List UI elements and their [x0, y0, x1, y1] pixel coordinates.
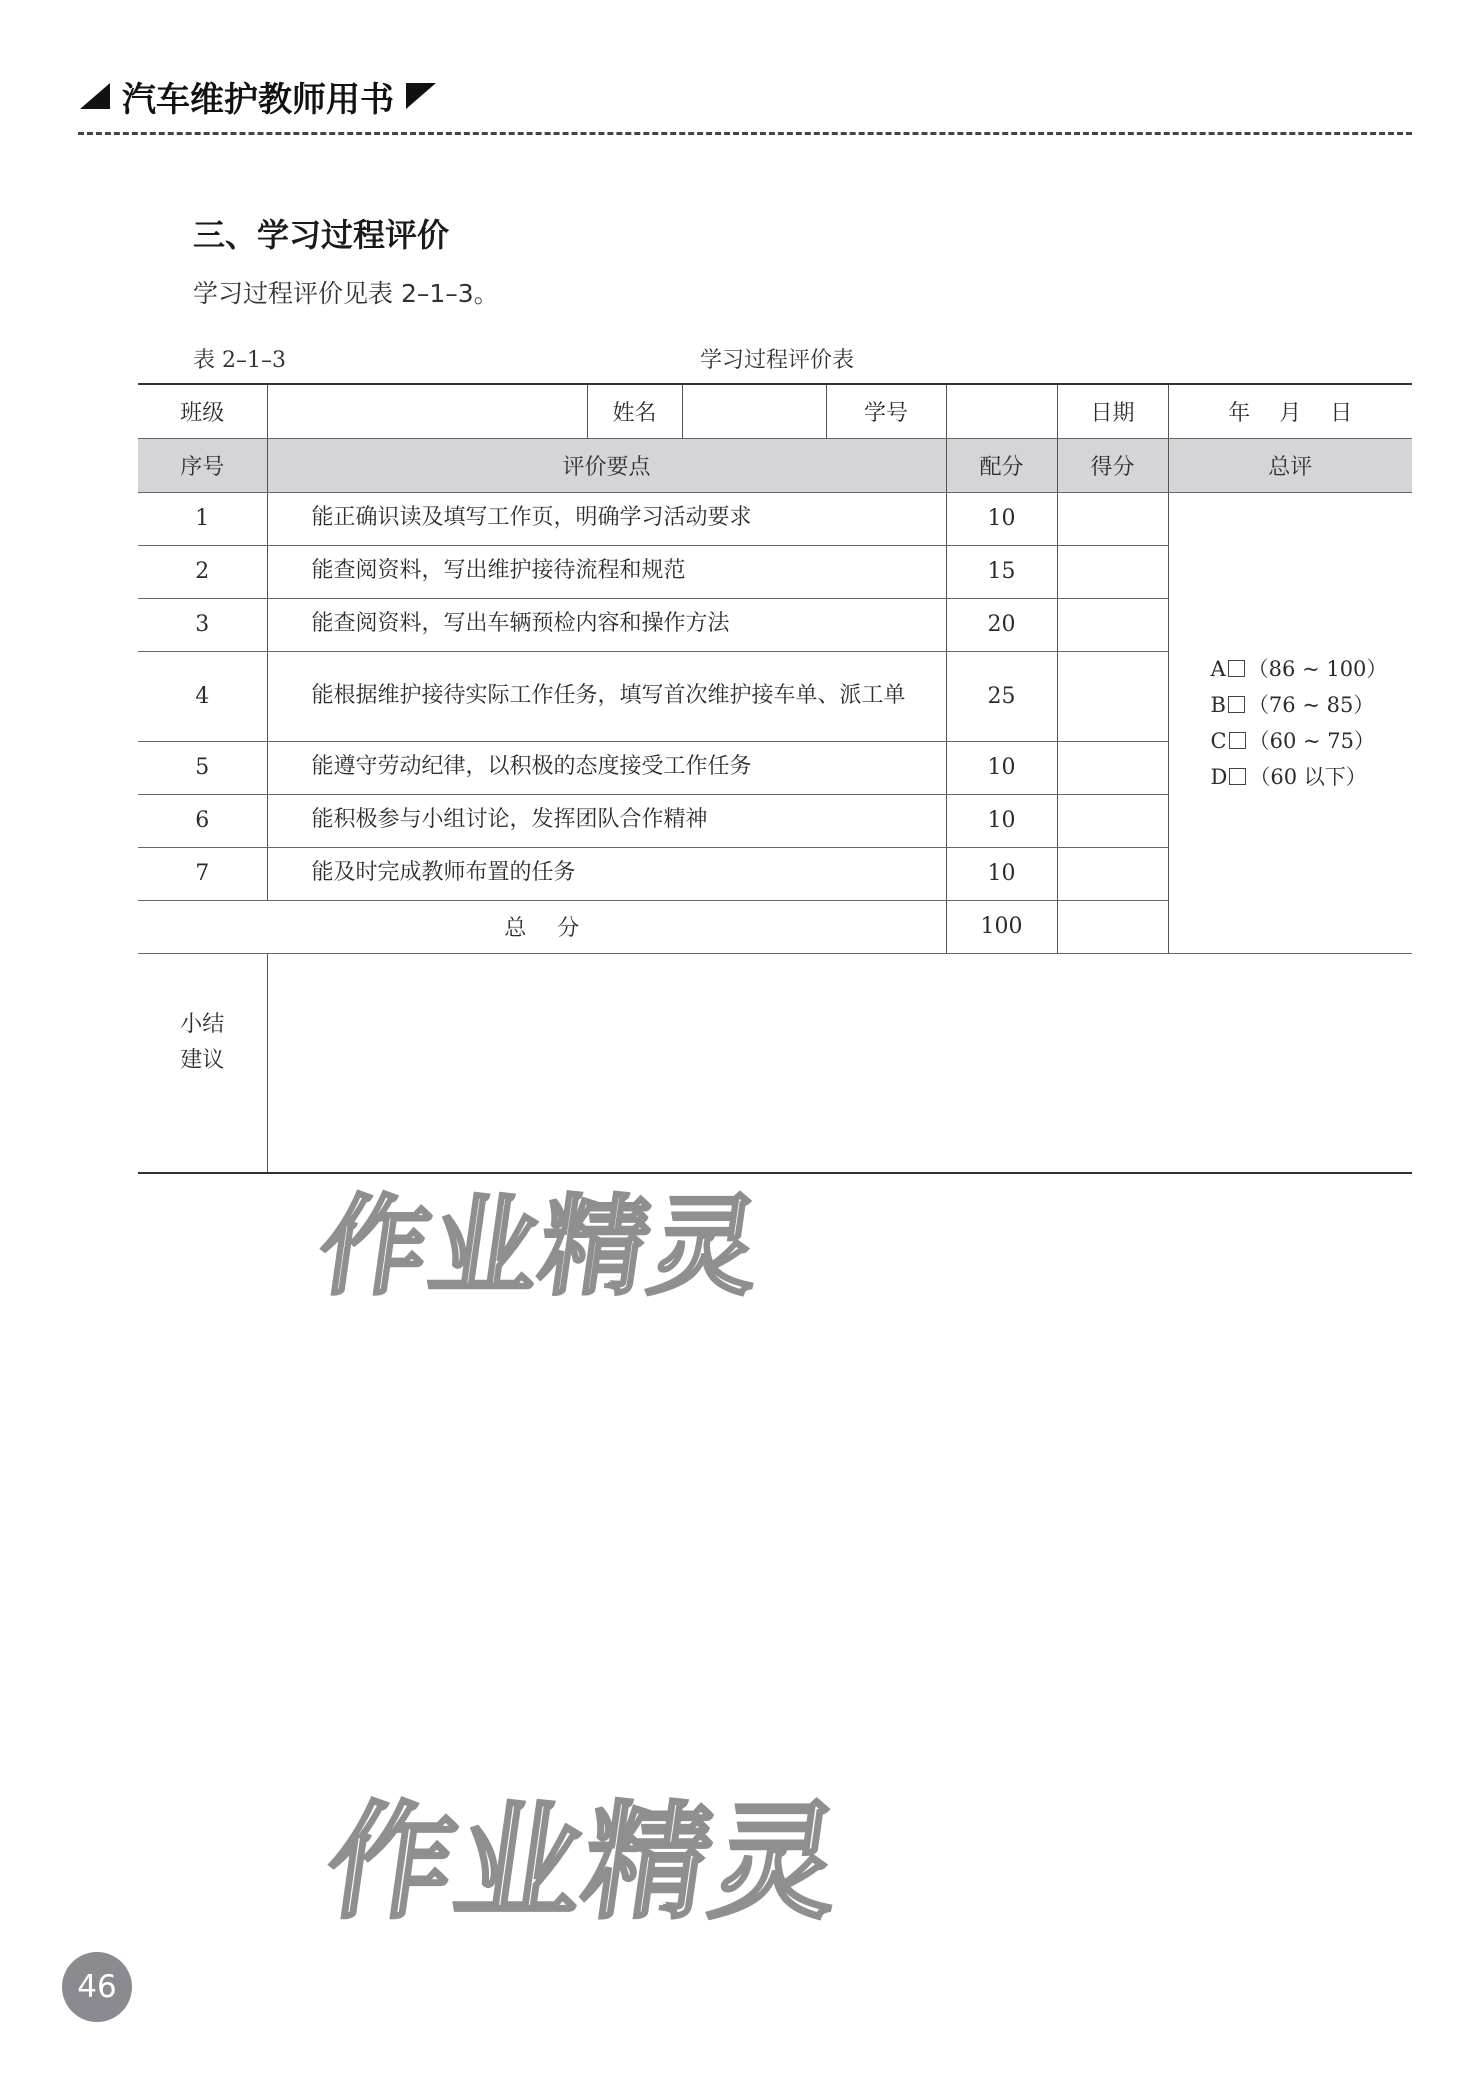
header-left-triangle-icon	[80, 83, 110, 109]
student-no-field[interactable]	[946, 384, 1057, 438]
row-item: 能遵守劳动纪律，以积极的态度接受工作任务	[267, 741, 946, 794]
row-points: 20	[946, 598, 1057, 651]
row-score-field[interactable]	[1057, 492, 1168, 545]
checkbox-icon[interactable]	[1229, 732, 1246, 749]
row-index: 2	[138, 545, 267, 598]
col-header-score: 得分	[1057, 438, 1168, 492]
row-item: 能及时完成教师布置的任务	[267, 847, 946, 900]
row-index: 1	[138, 492, 267, 545]
checkbox-icon[interactable]	[1228, 696, 1245, 713]
book-header	[80, 66, 436, 126]
overall-grade-cell	[1168, 492, 1412, 953]
grade-option-c[interactable]: C （60 ~ 75）	[1210, 728, 1375, 753]
header-right-triangle-icon	[406, 83, 436, 109]
summary-label: 小结 建议	[138, 953, 267, 1173]
row-item: 能查阅资料，写出维护接待流程和规范	[267, 545, 946, 598]
row-index: 7	[138, 847, 267, 900]
row-index: 6	[138, 794, 267, 847]
watermark-text: 作业精灵	[311, 1185, 770, 1310]
total-points: 100	[946, 900, 1057, 953]
total-label: 总 分	[138, 900, 946, 953]
row-score-field[interactable]	[1057, 847, 1168, 900]
col-header-item: 评价要点	[267, 438, 946, 492]
summary-field[interactable]	[267, 953, 1412, 1173]
grade-option-b[interactable]: B （76 ~ 85）	[1210, 692, 1375, 717]
row-points: 15	[946, 545, 1057, 598]
row-points: 10	[946, 492, 1057, 545]
date-field[interactable]: 年 月 日	[1168, 384, 1412, 438]
col-header-overall: 总评	[1168, 438, 1412, 492]
page-number: 46	[62, 1952, 132, 2022]
header-divider	[78, 132, 1412, 135]
row-index: 3	[138, 598, 267, 651]
row-item: 能正确识读及填写工作页，明确学习活动要求	[267, 492, 946, 545]
header-row	[138, 438, 1412, 492]
table-row	[138, 492, 1412, 545]
row-points: 10	[946, 741, 1057, 794]
row-index: 4	[138, 651, 267, 741]
total-score-field[interactable]	[1057, 900, 1168, 953]
row-index: 5	[138, 741, 267, 794]
grade-option-d[interactable]: D （60 以下）	[1210, 764, 1367, 789]
row-score-field[interactable]	[1057, 545, 1168, 598]
grade-option-a[interactable]: A （86 ~ 100）	[1210, 656, 1388, 681]
table-caption: 学习过程评价表	[700, 348, 855, 373]
row-points: 25	[946, 651, 1057, 741]
summary-row	[138, 953, 1412, 1173]
row-item: 能查阅资料，写出车辆预检内容和操作方法	[267, 598, 946, 651]
class-field[interactable]	[267, 384, 587, 438]
col-header-index: 序号	[138, 438, 267, 492]
watermark-text: 作业精灵	[318, 1789, 851, 1936]
checkbox-icon[interactable]	[1228, 660, 1245, 677]
row-item: 能根据维护接待实际工作任务，填写首次维护接车单、派工单	[267, 651, 946, 741]
table-number: 表 2–1–3	[193, 348, 286, 373]
checkbox-icon[interactable]	[1229, 768, 1246, 785]
row-item: 能积极参与小组讨论，发挥团队合作精神	[267, 794, 946, 847]
row-score-field[interactable]	[1057, 651, 1168, 741]
row-score-field[interactable]	[1057, 598, 1168, 651]
name-label: 姓名	[587, 384, 682, 438]
row-points: 10	[946, 847, 1057, 900]
date-label: 日期	[1057, 384, 1168, 438]
name-field[interactable]	[682, 384, 826, 438]
row-score-field[interactable]	[1057, 741, 1168, 794]
evaluation-table	[138, 383, 1412, 1174]
section-intro: 学习过程评价见表 2–1–3。	[193, 279, 499, 308]
book-title: 汽车维护教师用书	[122, 79, 394, 120]
student-no-label: 学号	[826, 384, 946, 438]
row-score-field[interactable]	[1057, 794, 1168, 847]
col-header-points: 配分	[946, 438, 1057, 492]
row-points: 10	[946, 794, 1057, 847]
info-row	[138, 384, 1412, 438]
class-label: 班级	[138, 384, 267, 438]
section-title: 三、学习过程评价	[193, 216, 450, 254]
